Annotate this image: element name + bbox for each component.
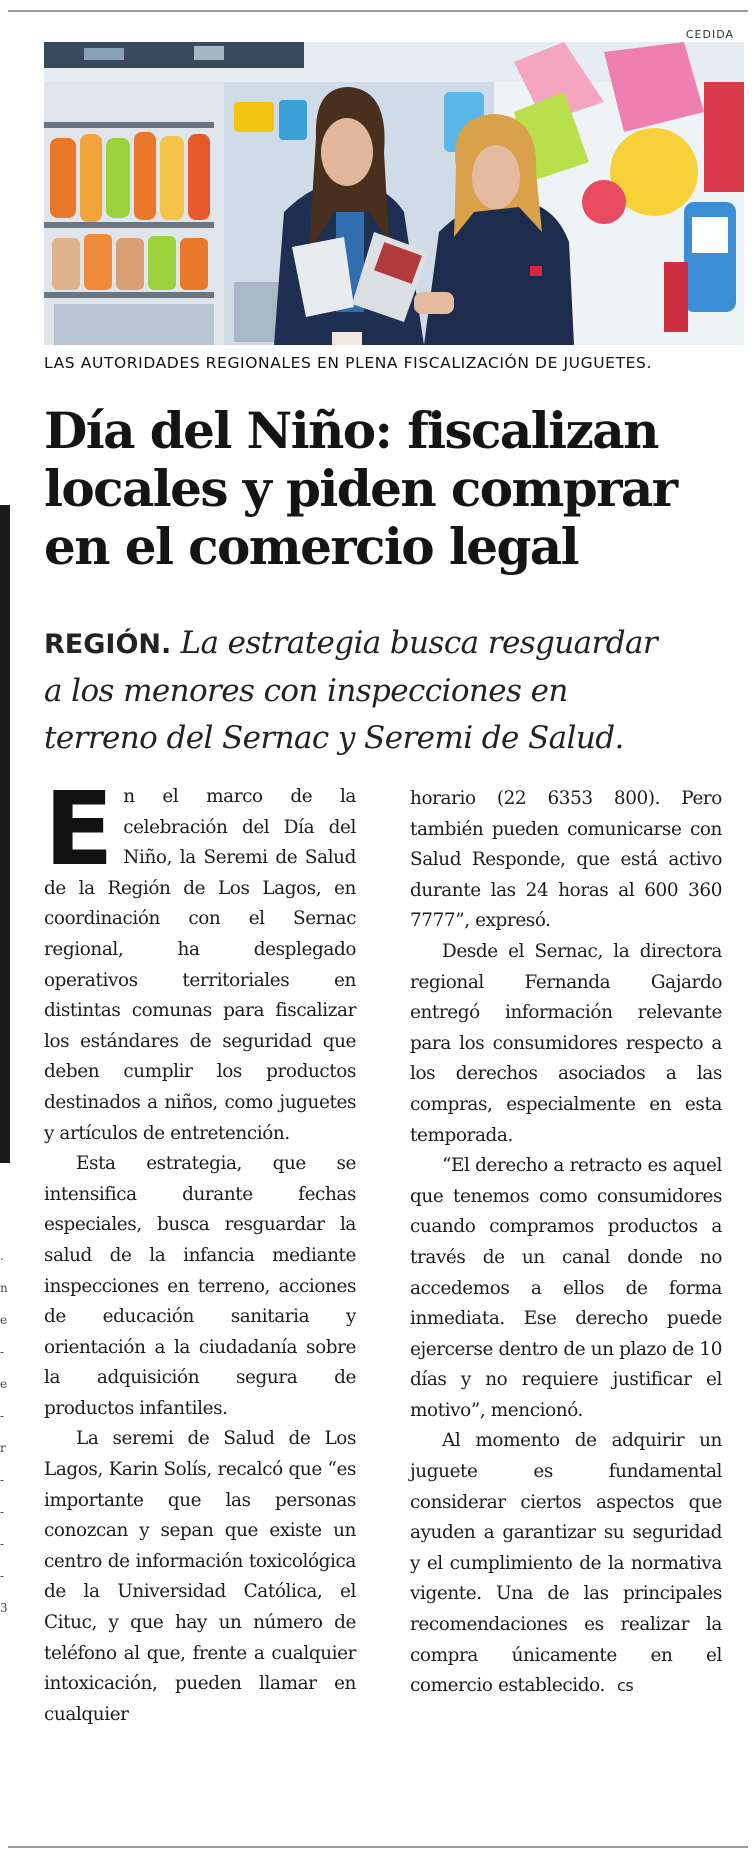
headline [44, 402, 750, 576]
body-paragraph: horario (22 6353 800). Pero también pueden comunicarse con Salud Responde, que está activo durante las 24 horas al 600 360 7777”, expresó. [410, 788, 722, 932]
lead-text: La estrategia busca resguardar [171, 625, 658, 661]
inspection-photo-illustration [44, 42, 744, 345]
drop-cap: E [44, 770, 114, 889]
photo-caption: LAS AUTORIDADES REGIONALES EN PLENA FISCALIZACIÓN DE JUGUETES. [44, 354, 653, 372]
photo-credit: CEDIDA [685, 28, 734, 41]
headline-line: Día del Niño: fiscalizan [44, 401, 658, 460]
body-text: n el marco de la celebración del Día del Niño, la Seremi de Salud de la Región de Los Lagos, en coordinación con el Sernac regional, ha desplegado operativos territoriales en distintas comunas para fiscalizar los estándares de seguridad que deben cumplir los productos destinados a niños, como juguetes y artículos de entretención. [44, 786, 356, 1144]
lead-line-1 [44, 620, 750, 668]
top-rule [8, 10, 748, 12]
headline-line: en el comercio legal [44, 517, 578, 576]
body-paragraph: “El derecho a retracto es aquel que tenemos como consumidores cuando compramos productos a través de un canal donde no accedemos a ellos de forma inmediata. Ese derecho puede ejercerse dentro de un plazo de 10 días y no requiere justificar el motivo”, mencionó. [410, 1155, 722, 1421]
body-paragraph: La seremi de Salud de Los Lagos, Karin Solís, recalcó que “es importante que las personas conozcan y sepan que existe un centro de información toxicológica de la Universidad Católica, el Cituc, y que hay un número de teléfono al que, frente a cualquier intoxicación, pueden llamar en cualquier [44, 1428, 356, 1725]
lead-text: terreno del Sernac y Seremi de Salud. [44, 720, 624, 756]
body-column-right [410, 784, 722, 1702]
article-photo [44, 42, 744, 345]
body-paragraph [44, 770, 356, 1149]
end-of-article-mark: ᴄꜱ [616, 1676, 634, 1696]
body-text: Al momento de adquirir un juguete es fundamental considerar ciertos aspectos que ayuden a garantizar su seguridad y el cumplimiento de la normativa vigente. Una de las principales recomendaciones es realizar la compra únicamente en el comercio establecido. [410, 1430, 722, 1697]
lead-location-tag: REGIÓN. [44, 629, 172, 660]
bottom-rule [8, 1846, 748, 1848]
body-paragraph [410, 1426, 722, 1701]
body-paragraph: Esta estrategia, que se intensifica durante fechas especiales, busca resguardar la salud de la infancia mediante inspecciones en terreno, acciones de educación sanitaria y orientación a la ciudadanía sobre la adquisición segura de productos infantiles. [44, 1153, 356, 1419]
adjacent-article-edge [0, 505, 10, 1163]
adjacent-column-fragments: . n e - e - r - - - - 3 [0, 1249, 8, 1615]
headline-line: locales y piden comprar [44, 459, 677, 518]
lead-paragraph [44, 620, 750, 762]
lead-text: a los menores con inspecciones en [44, 673, 568, 709]
body-paragraph: Desde el Sernac, la directora regional Fernanda Gajardo entregó información relevante para los consumidores respecto a los derechos asociados a las compras, especialmente en esta temporada. [410, 940, 722, 1146]
body-column-left [44, 770, 356, 1730]
